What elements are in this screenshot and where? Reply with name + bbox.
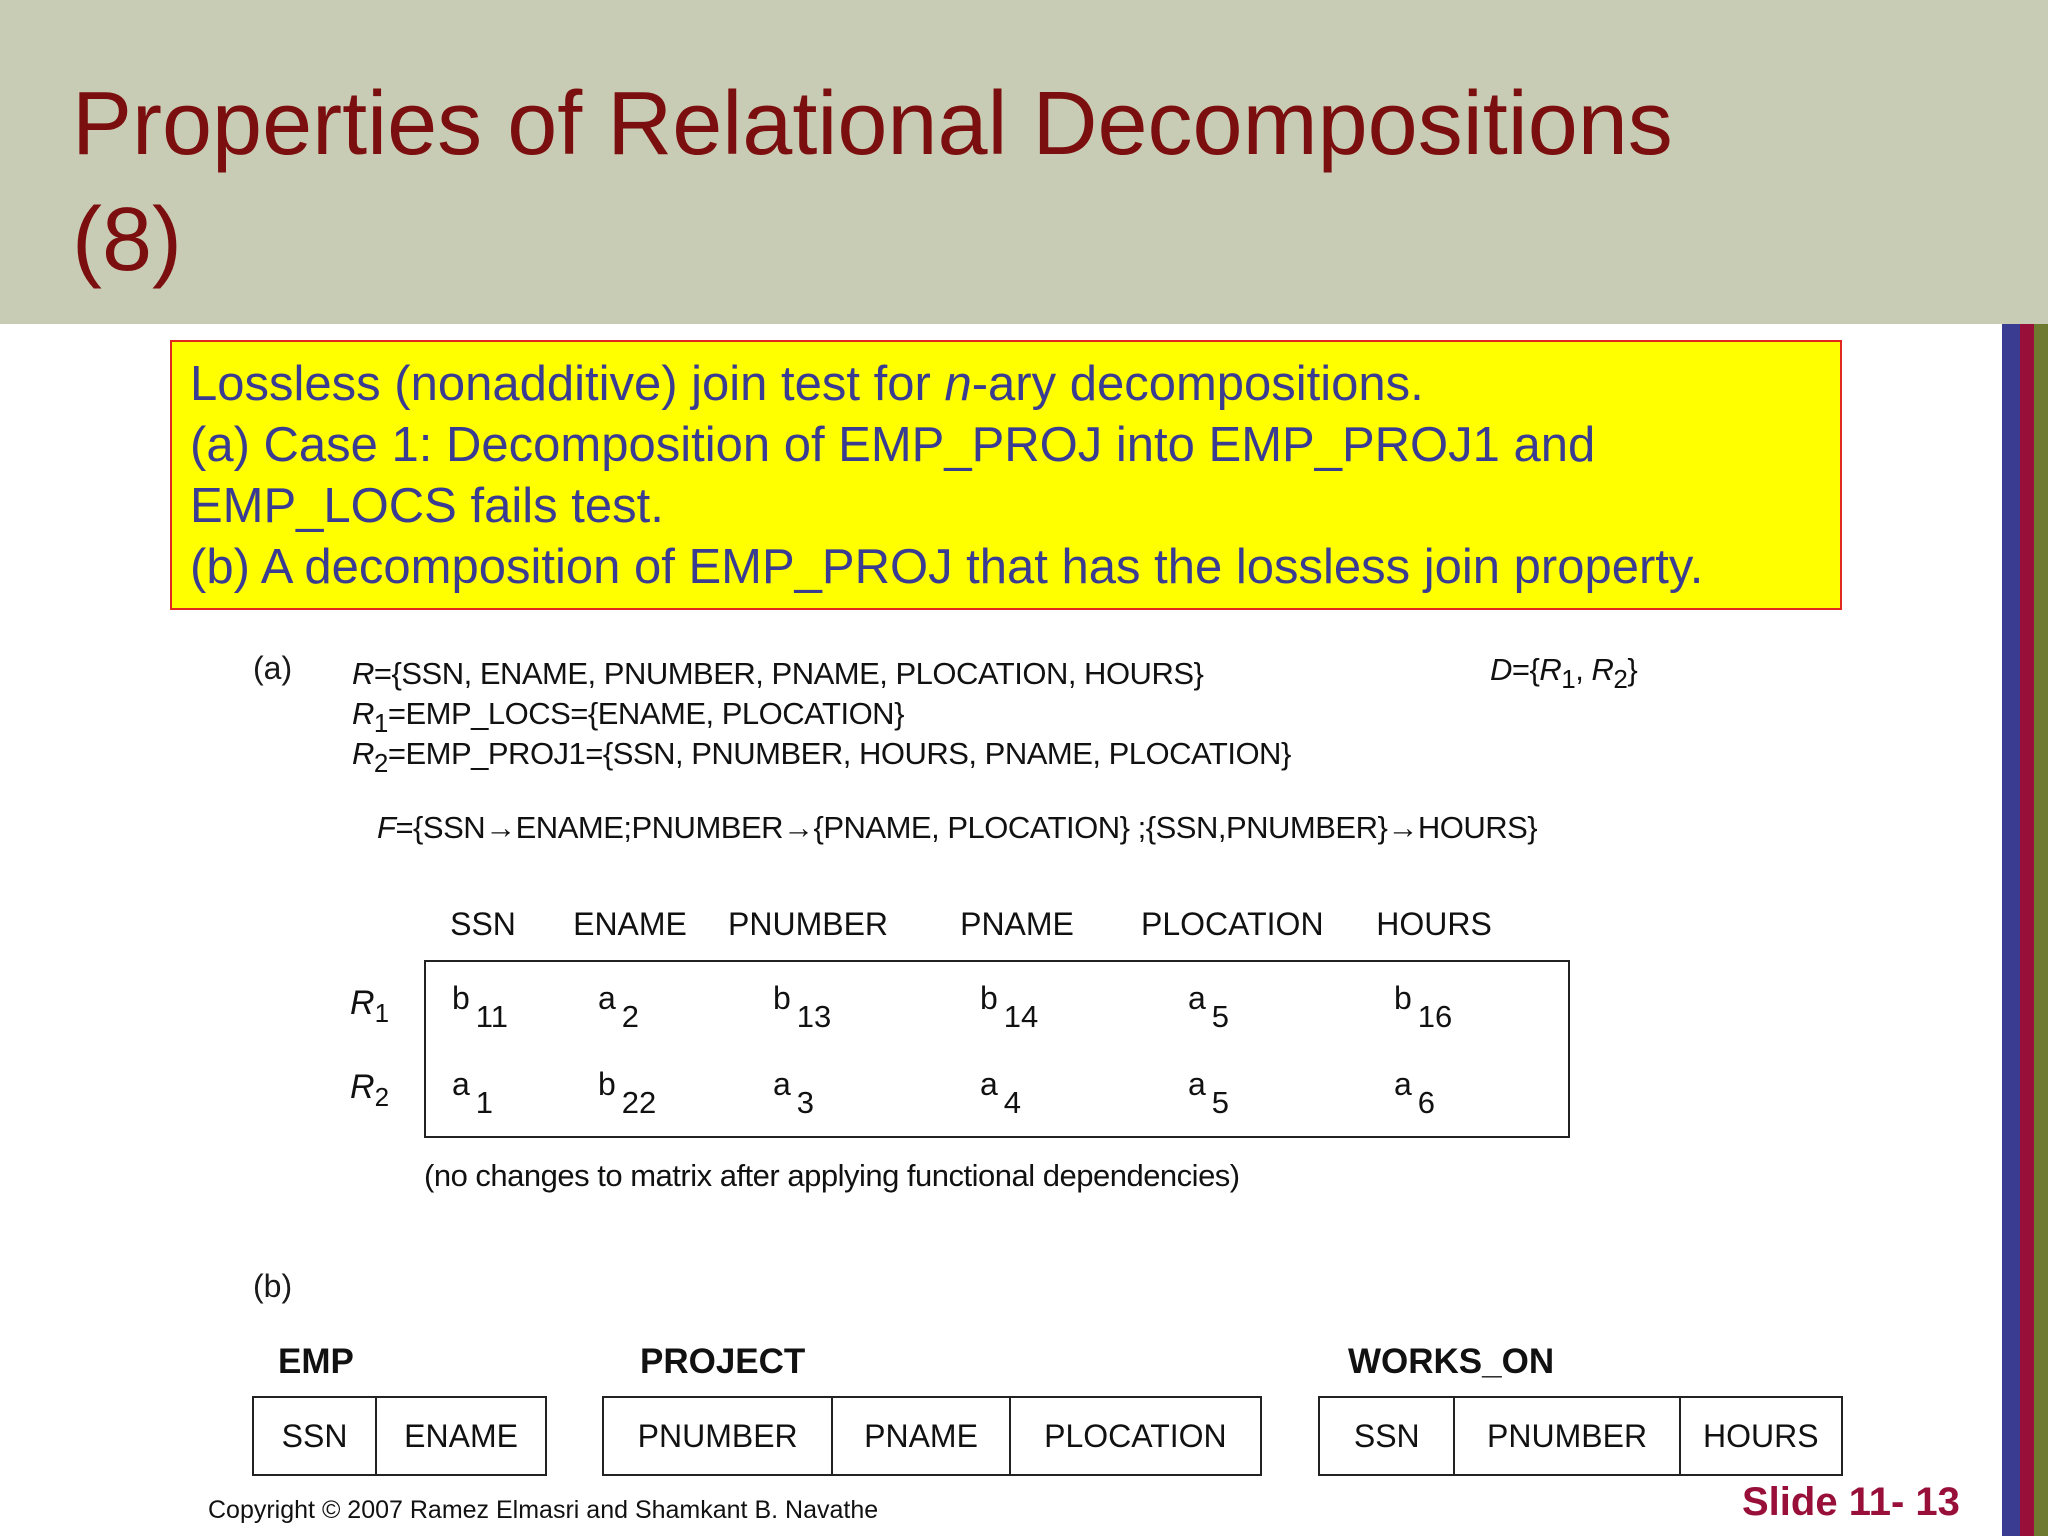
highlight-line-3: (b) A decomposition of EMP_PROJ that has the lossless join property. xyxy=(190,540,1704,594)
attribute-cell: SSN xyxy=(281,1417,348,1454)
matrix-cell: a3 xyxy=(773,1066,815,1120)
relation-name-project: PROJECT xyxy=(640,1342,806,1381)
matrix-column-header: PLOCATION xyxy=(1141,906,1324,942)
part-a-label: (a) xyxy=(253,650,293,686)
matrix-cell: a5 xyxy=(1188,980,1230,1034)
title-line-1: Properties of Relational Decompositions xyxy=(72,74,1673,174)
part-b-label: (b) xyxy=(253,1268,293,1304)
attribute-cell: PNAME xyxy=(831,1398,1008,1474)
matrix-column-header: SSN xyxy=(450,906,516,942)
relation-R-definition: R={SSN, ENAME, PNUMBER, PNAME, PLOCATION, HOURS} xyxy=(352,656,1204,691)
matrix-cell: b11 xyxy=(452,980,508,1034)
matrix-cell: b13 xyxy=(773,980,832,1034)
decomposition-D-definition: $D=\{R_1$, $R_2$} xyxy=(1490,652,1638,694)
matrix-cell: a1 xyxy=(452,1066,494,1120)
matrix-note: (no changes to matrix after applying functional dependencies) xyxy=(424,1158,1240,1193)
highlight-line-2: (a) Case 1: Decomposition of EMP_PROJ into EMP_PROJ1 and EMP_LOCS fails test. xyxy=(190,418,1596,533)
accent-bar-red xyxy=(2020,324,2034,1536)
relation-name-works-on: WORKS_ON xyxy=(1348,1342,1555,1381)
matrix-cell: b16 xyxy=(1394,980,1453,1034)
functional-dependencies-F: F={SSN→ENAME;PNUMBER→{PNAME, PLOCATION} ;{SSN,PNUMBER}→HOURS} xyxy=(377,810,1538,845)
relation-R1-definition: $R_1=EMP\_LOCS=\{ENAME$, PLOCATION} xyxy=(352,696,904,738)
attribute-cell: ENAME xyxy=(375,1398,545,1474)
highlight-line-1: Lossless (nonadditive) join test for n-ary decompositions. xyxy=(190,357,1424,411)
attribute-cell: SSN xyxy=(1353,1417,1420,1454)
attribute-cell: PNUMBER xyxy=(1453,1398,1678,1474)
accent-bar-olive xyxy=(2034,324,2048,1536)
relation-name-emp: EMP xyxy=(278,1342,354,1381)
matrix-cell: a2 xyxy=(598,980,640,1034)
matrix-column-header: PNUMBER xyxy=(728,906,889,942)
matrix-cell: a5 xyxy=(1188,1066,1230,1120)
matrix-cell: b14 xyxy=(980,980,1039,1034)
matrix-column-header: PNAME xyxy=(960,906,1074,942)
attribute-cell: PLOCATION xyxy=(1009,1398,1260,1474)
relation-R2-definition: $R_2=EMP\_PROJ1=\{SSN$, PNUMBER, HOURS, PNAME, PLOCATION} xyxy=(352,736,1291,778)
title-line-2: (8) xyxy=(72,190,182,290)
relation-schema-project xyxy=(602,1396,1262,1476)
attribute-cell: PNUMBER xyxy=(637,1417,798,1454)
matrix-row-label-R1: $R_1$ xyxy=(350,984,390,1028)
highlight-box xyxy=(170,340,1842,610)
slide-number: Slide 11- 13 xyxy=(1742,1480,1960,1524)
attribute-cell: HOURS xyxy=(1679,1398,1841,1474)
slide-title xyxy=(72,66,1972,298)
matrix-column-header: ENAME xyxy=(573,906,687,942)
matrix-cell: a4 xyxy=(980,1066,1022,1120)
matrix-column-header: HOURS xyxy=(1376,906,1492,942)
matrix-cell: b22 xyxy=(598,1066,657,1120)
relation-schema-works-on xyxy=(1318,1396,1843,1476)
relation-schema-emp xyxy=(252,1396,547,1476)
accent-bar-blue xyxy=(2002,324,2020,1536)
copyright-notice: Copyright © 2007 Ramez Elmasri and Shamkant B. Navathe xyxy=(208,1496,879,1524)
matrix-cell: a6 xyxy=(1394,1066,1436,1120)
matrix-row-label-R2: $R_2$ xyxy=(350,1068,390,1112)
